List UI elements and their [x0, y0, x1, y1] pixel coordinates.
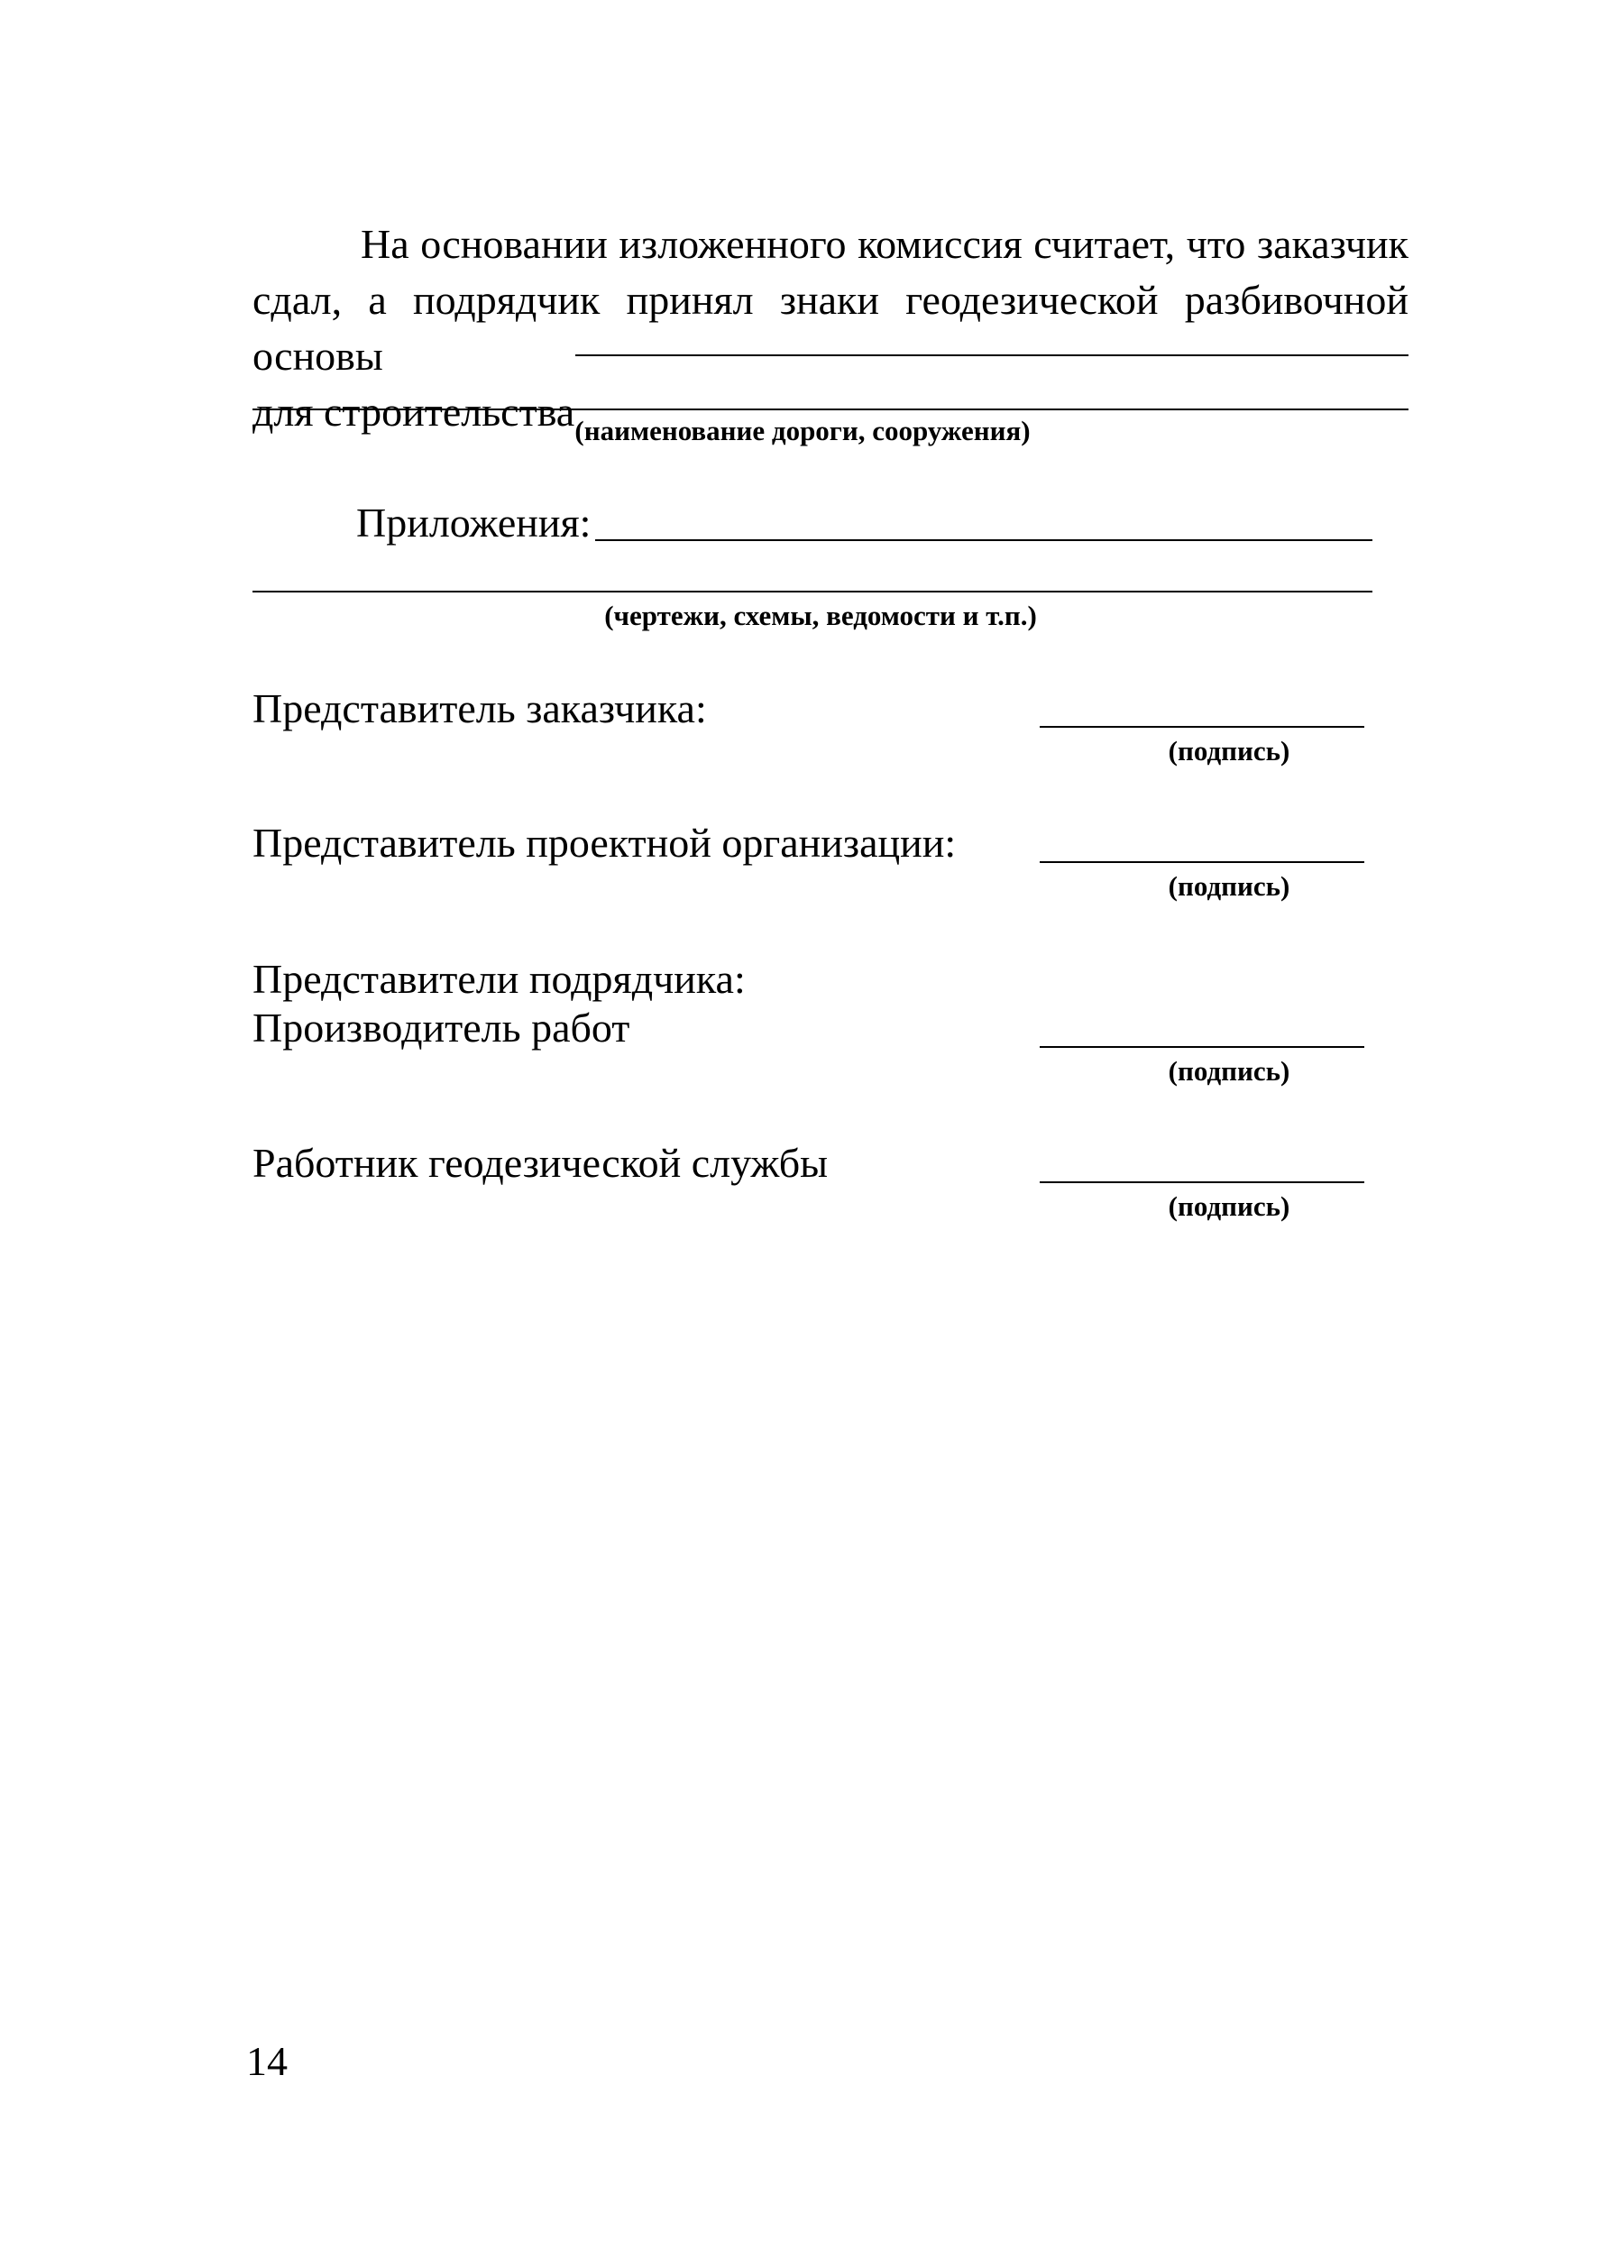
attachments-fill-line-2 [252, 591, 1372, 592]
design-org-rep-label: Представитель проектной организации: [252, 820, 957, 866]
geodesy-worker-label: Работник геодезической службы [252, 1140, 829, 1186]
paragraph-line-1: На основании изложенного комиссия считает, что заказчик [361, 221, 1408, 267]
road-name-caption: (наименование дороги, сооружения) [574, 415, 1031, 446]
works-manager-signature-line [1040, 1046, 1364, 1048]
paragraph-line-3: для строительства [252, 389, 575, 435]
works-manager-signature-caption: (подпись) [1168, 1055, 1290, 1087]
customer-rep-signature-line [1040, 726, 1364, 728]
attachments-fill-line-1 [595, 539, 1372, 541]
road-name-fill-line-2 [252, 409, 1408, 410]
customer-rep-signature-caption: (подпись) [1168, 735, 1290, 767]
page-number: 14 [246, 2038, 288, 2084]
attachments-caption: (чертежи, схемы, ведомости и т.п.) [604, 600, 1037, 631]
geodesy-worker-signature-line [1040, 1181, 1364, 1183]
design-org-rep-signature-caption: (подпись) [1168, 870, 1290, 902]
paragraph-line-2: сдал, а подрядчик принял знаки геодезической разбивочной основы [252, 277, 1408, 379]
works-manager-label: Производитель работ [252, 1005, 630, 1051]
conclusion-paragraph [252, 216, 1408, 440]
customer-rep-label: Представитель заказчика: [252, 685, 707, 731]
attachments-label: Приложения: [356, 500, 592, 546]
design-org-rep-signature-line [1040, 861, 1364, 863]
geodesy-worker-signature-caption: (подпись) [1168, 1190, 1290, 1222]
road-name-fill-line-1 [575, 354, 1408, 356]
contractor-reps-label: Представители подрядчика: [252, 956, 746, 1002]
